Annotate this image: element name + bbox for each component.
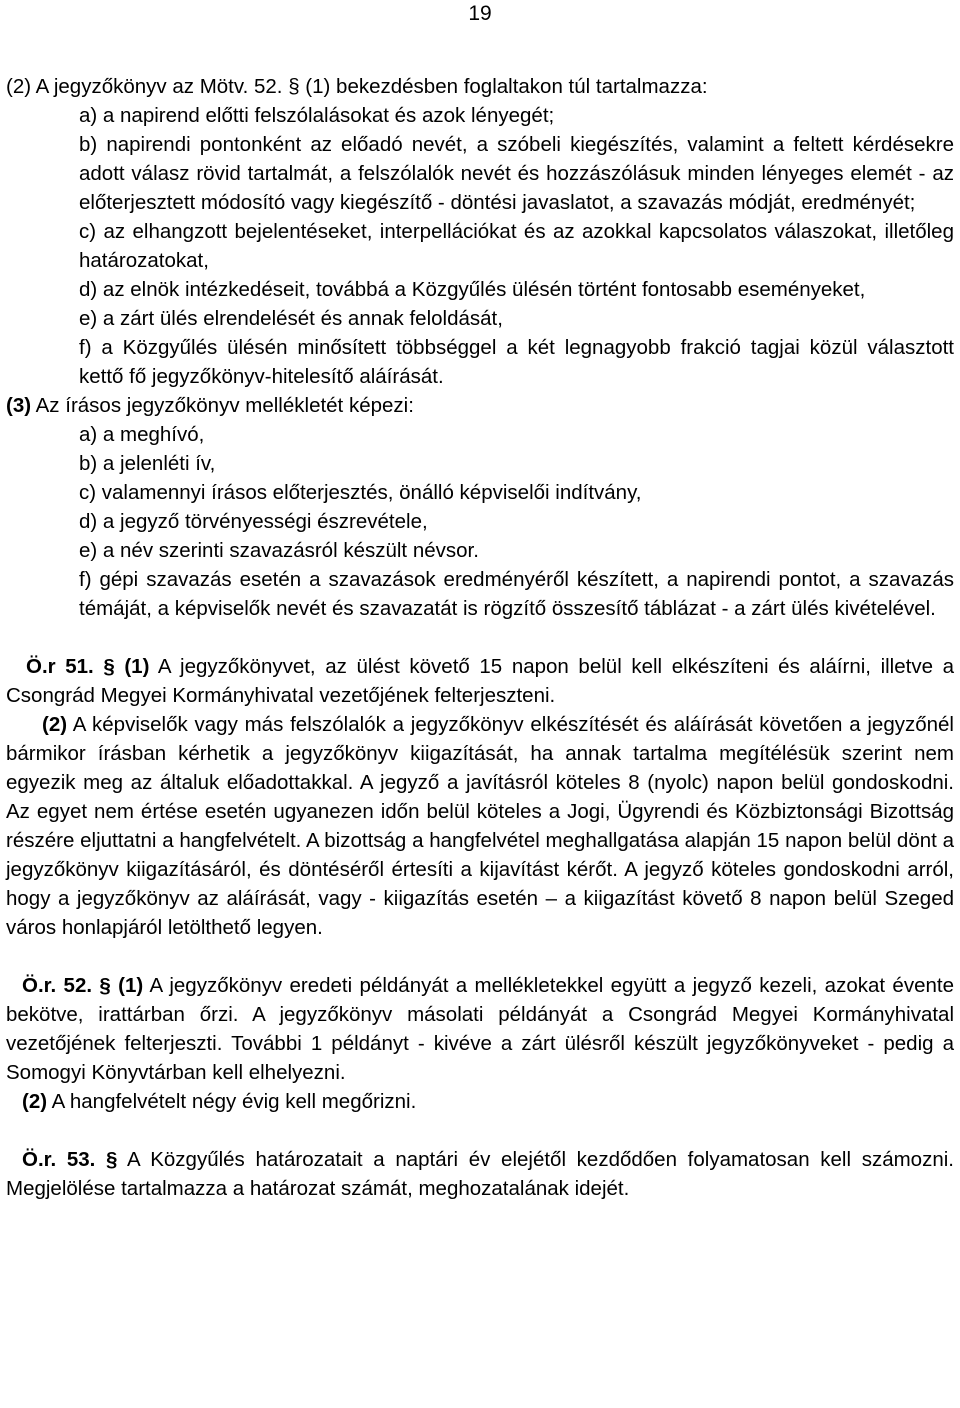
list-item-d: d) az elnök intézkedéseit, továbbá a Közgyűlés ülésén történt fontosabb eseményeket, <box>79 278 866 301</box>
annex-item-d: d) a jegyző törvényességi észrevétele, <box>79 510 428 533</box>
list-item-e: e) a zárt ülés elrendelését és annak feloldását, <box>79 307 503 330</box>
spacer <box>6 942 954 971</box>
list-item-a: a) a napirend előtti felszólalásokat és azok lényegét; <box>79 104 555 127</box>
list-item-c: c) az elhangzott bejelentéseket, interpellációkat és az azokkal kapcsolatos válaszokat, illetőleg határozatokat, <box>79 220 954 272</box>
paragraph-3: (3) Az írásos jegyzőkönyv mellékletét képezi: <box>6 394 414 417</box>
list-item-f: f) a Közgyűlés ülésén minősített többséggel a két legnagyobb frakció tagjai közül választott kettő fő jegyzőkönyv-hitelesítő aláírását. <box>79 336 954 388</box>
section-51-2: (2) A képviselők vagy más felszólalók a jegyzőkönyv elkészítését és aláírását követően a jegyzőnél bármikor írásban kérhetik a jegyzőkönyv kiigazítását, ha annak tartalma megítélésük szerint nem egyezik meg az általuk előadottakkal. A jegyző a javításról köteles 8 (nyolc) napon belül gondoskodni. Az egyet nem értése esetén ugyanezen időn belül köteles a Jogi, Ügyrendi és Közbiztonsági Bizottság részére eljuttatni a hangfelvételt. A bizottság a hangfelvétel meghallgatása alapján 15 napon belül dönt a jegyzőkönyv kiigazításáról, és döntéséről értesíti a kijavítást kérőt. A jegyző köteles gondoskodni arról, hogy a jegyzőkönyv az aláírását, vagy - kiigazítás esetén – a kiigazítást követő 8 napon belül Szeged város honlapjáról letölthető legyen. <box>6 713 954 939</box>
spacer <box>6 623 954 652</box>
paragraph-2: (2) A jegyzőkönyv az Mötv. 52. § (1) bekezdésben foglaltakon túl tartalmazza: <box>6 75 708 98</box>
section-52-1: Ö.r. 52. § (1) A jegyzőkönyv eredeti példányát a mellékletekkel együtt a jegyző kezeli, azokat évente bekötve, irattárban őrzi. A jegyzőkönyv másolati példányát a Csongrád Megyei Kormányhivatal vezetőjének felterjeszti. További 1 példányt - kivéve a zárt ülésről készült jegyzőkönyveket - pedig a Somogyi Könyvtárban kell elhelyezni. <box>6 974 954 1084</box>
list-item-b: b) napirendi pontonként az előadó nevét, a szóbeli kiegészítés, valamint a feltett kérdésekre adott válasz rövid tartalmát, a felszólalók nevét és hozzászólásuk minden lényeges elemét - az előterjesztett módosító vagy kiegészítő - döntési javaslatot, a szavazás módját, eredményét; <box>79 133 954 214</box>
section-51-1: Ö.r 51. § (1) A jegyzőkönyvet, az ülést követő 15 napon belül kell elkészíteni és aláírni, illetve a Csongrád Megyei Kormányhivatal vezetőjének felterjeszteni. <box>6 655 954 707</box>
section-52-2: (2) A hangfelvételt négy évig kell megőrizni. <box>22 1090 417 1113</box>
document-body <box>6 72 954 1203</box>
annex-item-b: b) a jelenléti ív, <box>79 452 216 475</box>
annex-item-a: a) a meghívó, <box>79 423 205 446</box>
annex-item-c: c) valamennyi írásos előterjesztés, önálló képviselői indítvány, <box>79 481 642 504</box>
annex-item-f: f) gépi szavazás esetén a szavazások eredményéről készített, a napirendi pontot, a szavazás témáját, a képviselők nevét és szavazatát is rögzítő összesítő táblázat - a zárt ülés kivételével. <box>79 568 954 620</box>
page-number: 19 <box>468 2 492 25</box>
section-53: Ö.r. 53. § A Közgyűlés határozatait a naptári év elejétől kezdődően folyamatosan kell számozni. Megjelölése tartalmazza a határozat számát, meghozatalának idejét. <box>6 1148 954 1200</box>
annex-item-e: e) a név szerinti szavazásról készült névsor. <box>79 539 479 562</box>
spacer <box>6 1116 954 1145</box>
